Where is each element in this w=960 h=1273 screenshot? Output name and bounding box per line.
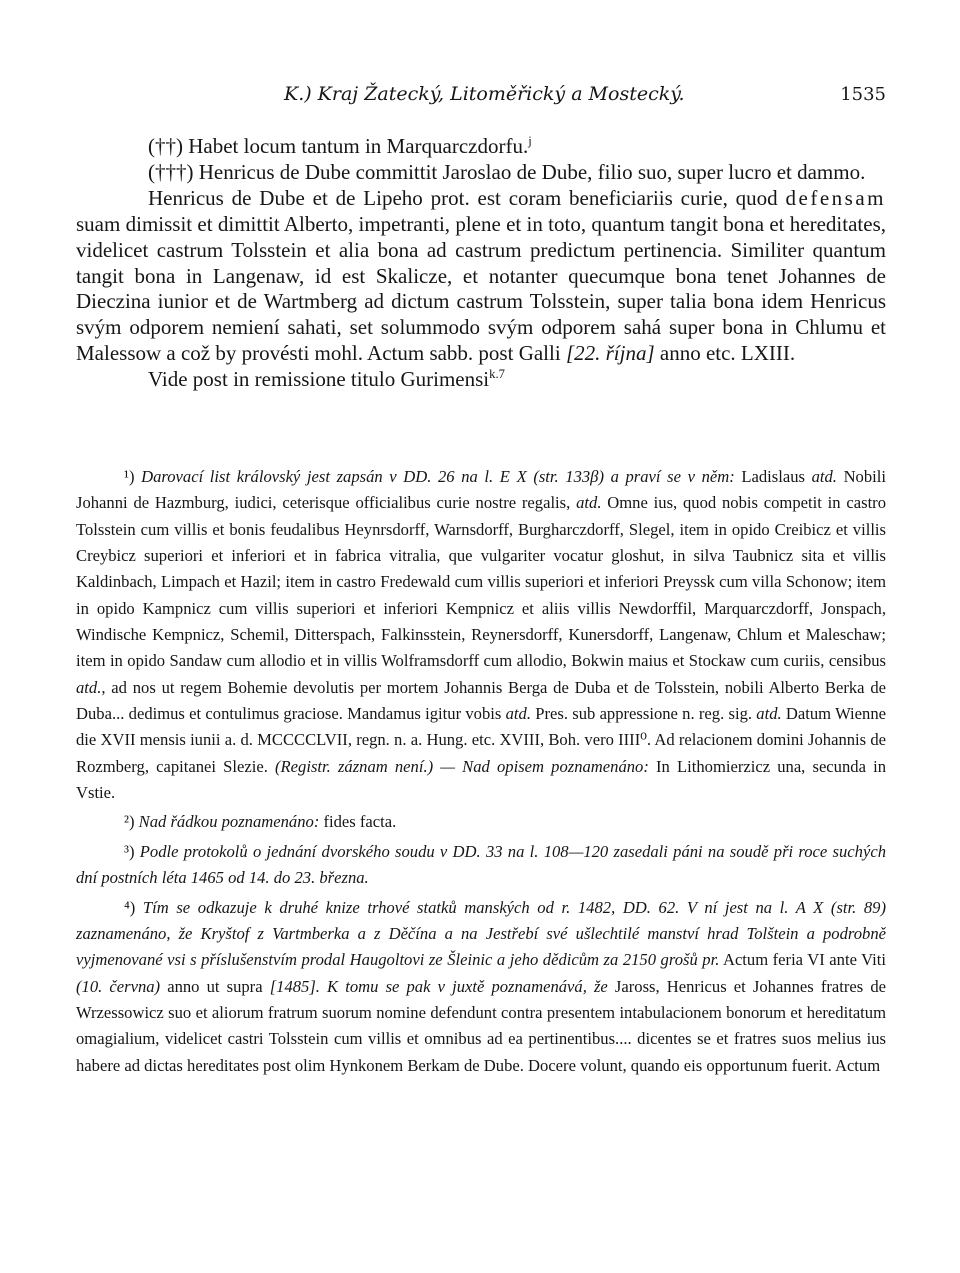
text-run: [1485]. K tomu se pak v juxtě poznamenává, že <box>269 976 608 996</box>
text-run: anno ut supra <box>160 976 270 996</box>
paragraph <box>76 134 886 160</box>
header-title: K.) Kraj Žatecký, Litoměřický a Mostecký. <box>284 83 685 105</box>
footnote-mark: ³) <box>124 841 135 861</box>
footnotes <box>76 464 886 1079</box>
page-number: 1535 <box>840 84 886 105</box>
text-run: Jaross, Henricus et Johannes fratres de Wrzessowicz suo et aliorum fratrum suorum nomine defendunt contra presentem intabulacionem bonorum et hereditatum omagialium, videlicet castri Tolsstein cum villis et omnibus ad ea pertinentibus.... dicentes se et fratres suos melius ius habere ad dictas hereditates post olim Hynkonem Berkam de Dube. Docere volunt, quando eis opportunum fuerit. Actum <box>76 976 887 1075</box>
footnote-4 <box>76 895 886 1079</box>
text-run: (Registr. záznam není.) — Nad opisem poznamenáno: <box>275 756 649 776</box>
paragraph <box>76 367 886 393</box>
text-run: atd. <box>811 467 837 486</box>
footnote-2 <box>76 809 886 835</box>
footnote-mark: ⁴) <box>124 897 136 917</box>
text-run: (†††) Henricus de Dube committit Jaroslao de Dube, filio suo, super lucro et dammo. <box>148 159 866 184</box>
note-marker: j <box>528 134 532 148</box>
text-run: atd. <box>505 704 531 724</box>
text-run: Pres. sub appressione n. reg. sig. <box>530 704 757 724</box>
text-run: atd. <box>756 704 782 724</box>
paragraph <box>76 186 886 367</box>
text-run: atd. <box>576 493 602 513</box>
text-run: In Lithomierzicz una, secunda in Vstie. <box>76 756 886 803</box>
footnote-mark: ²) <box>124 812 135 832</box>
text-run: Nobili Johanni de Hazmburg, iudici, ceterisque officialibus curie nostre regalis, <box>76 467 886 513</box>
paragraph <box>76 160 886 186</box>
date-gloss: [22. října] <box>565 341 655 366</box>
main-text <box>76 134 886 393</box>
text-run: Actum feria VI ante Viti <box>719 950 886 970</box>
text-run: Datum Wienne die XVII mensis iunii a. d. MCCCCLVII, regn. n. a. Hung. etc. XVIII, Boh. vero IIII⁰. Ad relacionem domini Johannis de Rozmberg, capitanei Slezie. <box>76 704 886 776</box>
note-marker: .7 <box>495 367 505 382</box>
running-header <box>76 83 886 109</box>
text-run: Omne ius, quod nobis competit in castro Tolsstein cum villis et bonis feudalibus Heynrsdorff, Warnsdorff, Burgharczdorff, Slegel, item in opido Creibicz et villis Creybicz superiori et inferiori et in fabrica vitralia, que vulgariter vocatur gloshut, in silva Taubnicz sita et villis Kaldinbach, Limpach et Hazil; item in castro Fredewald cum villis superiori et inferiori Preyssk cum villa Schonow; item in opido Kampnicz cum villis superiori et inferiori Kempnicz et aliis villis Newdorffil, Marquarczdorff, Jonspach, Windische Kempnicz, Schemil, Ditterspach, Falkinsstein, Reynersdorff, Kunersdorff, Langenaw, Chlum et Maleschaw; item in opido Sandaw cum allodio et in villis Wolframsdorff cum allodio, Bokwin maius et Stockaw cum curiis, censibus <box>76 493 886 671</box>
text-run: Henricus de Dube et de Lipeho prot. est coram beneficiariis curie, quod <box>148 185 786 210</box>
text-run: suam dimissit et dimittit Alberto, impetranti, plene et in toto, quantum tangit bona et hereditates, videlicet castrum Tolsstein et alia bona ad castrum predictum pertinencia. Similiter quantum tangit bona in Langenaw, id est Skalicze, et notanter quecumque bona tenet Johannes de Dieczina iunior et de Wartmberg ad dictum castrum Tolsstein, super talia bona idem Henricus svým odporem nemiení sahati, set solummodo svým odporem sahá super bona in Chlumu et Malessow a což by provésti mohl. Actum sabb. post Galli <box>76 211 886 366</box>
text-run: Ladislaus <box>734 467 812 486</box>
text-run: Nad řádkou poznamenáno: <box>134 812 320 832</box>
text-run: , ad nos ut regem Bohemie devolutis per mortem Johannis Berga de Duba et de Tolsstein, nobili Alberto Berka de Duba... dedimus et contulimus graciose. Mandamus igitur vobis <box>76 677 886 724</box>
spaced-word: defensam <box>785 185 886 210</box>
text-run: Podle protokolů o jednání dvorského soudu v DD. 33 na l. 108—120 zasedali páni na soudě při roce suchých dní postních léta 1465 od 14. do 23. března. <box>76 841 886 888</box>
text-run: Darovací list královský jest zapsán v DD. 26 na l. E X (str. 133β) a praví se v něm: <box>134 467 735 486</box>
text-run: Vide post in remissione titulo Gurimensi <box>148 367 490 392</box>
footnote-1 <box>76 464 886 806</box>
footnote-mark: ¹) <box>124 467 135 486</box>
text-run: (10. června) <box>76 976 161 996</box>
text-run: (††) Habet locum tantum in Marquarczdorfu. <box>148 134 529 158</box>
text-run: fides facta. <box>319 812 397 832</box>
footnote-3 <box>76 839 886 892</box>
note-marker: k <box>489 367 496 382</box>
text-run: anno etc. LXIII. <box>654 341 796 366</box>
text-run: Tím se odkazuje k druhé knize trhové statků manských od r. 1482, DD. 62. V ní jest na l. A X (str. 89) zaznamenáno, že Kryštof z Vartmberka a z Děčína a na Jestřebí své ušlechtilé manství hrad Tolštein a podrobně vyjmenované vsi s příslušenstvím prodal Haugoltovi ze Šleinic a jeho dědicům za 2150 grošů pr. <box>76 897 886 970</box>
text-run: atd. <box>76 677 102 697</box>
